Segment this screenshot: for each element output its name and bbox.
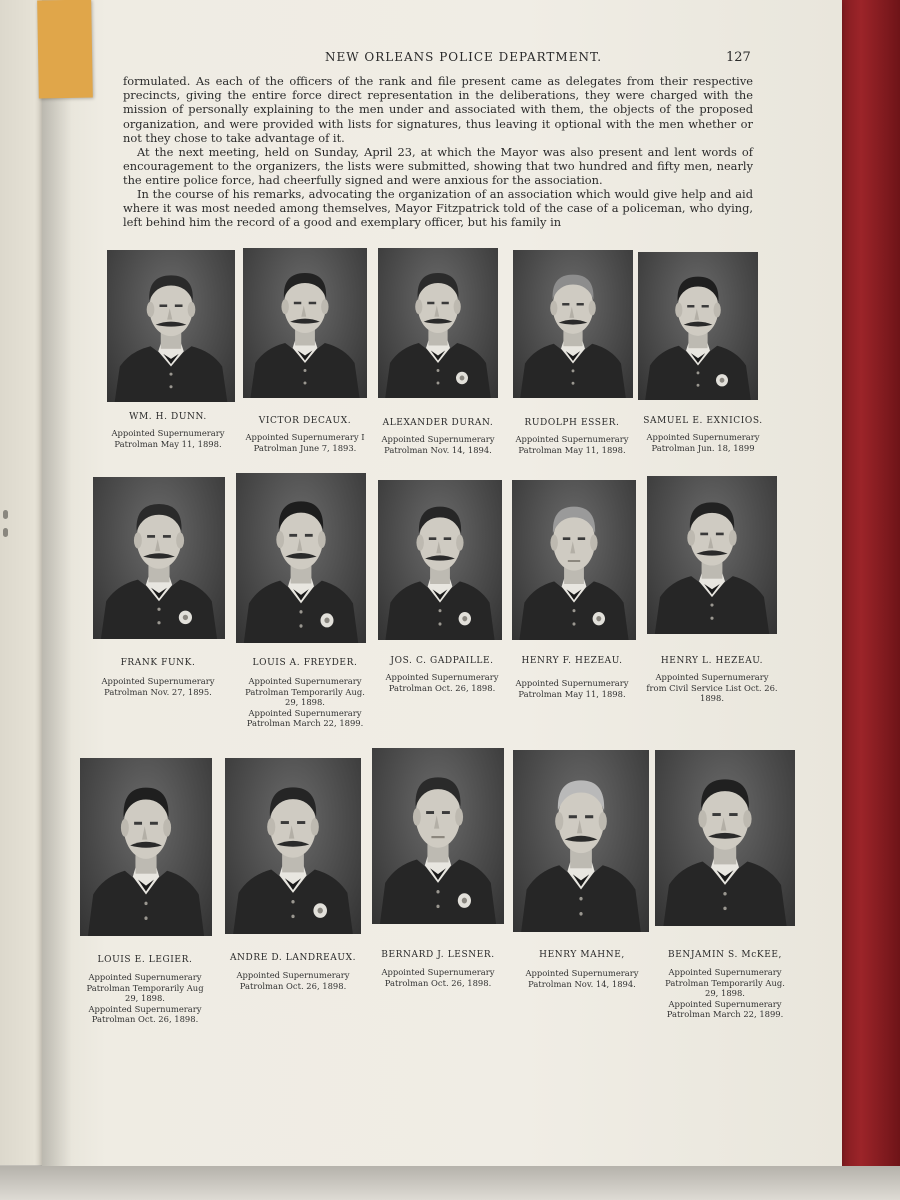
portrait-caption: Appointed Supernumerary Patrolman Nov. 14, 1894. <box>381 434 495 455</box>
running-title: NEW ORLEANS POLICE DEPARTMENT. <box>325 50 603 64</box>
body-paragraph-1: formulated. As each of the officers of the rank and file present came as delegates from their respective precincts, giving the entire force direct representation in the deliberations, they were charged with the mission of personally explaining to the men under and associated with them, the objects of the proposed organization, and were provided with lists for signatures, thus leaving it optional with the men whether or not they chose to take advantage of it. <box>123 74 753 145</box>
portrait-name: WM. H. DUNN. <box>129 412 207 422</box>
portrait-photo <box>378 480 502 640</box>
portrait-name: SAMUEL E. EXNICIOS. <box>643 416 763 426</box>
portrait-caption: Appointed Supernumerary Patrolman Jun. 18, 1899 <box>646 432 760 453</box>
portrait-name: FRANK FUNK. <box>120 658 196 668</box>
portrait-name: LOUIS A. FREYDER. <box>252 658 358 668</box>
portrait-name: LOUIS E. LEGIER. <box>97 955 193 965</box>
portrait-photo <box>372 748 504 924</box>
portrait-photo <box>236 473 366 643</box>
portrait-photo <box>243 248 367 398</box>
portrait-caption: Appointed Supernumerary Patrolman May 11, 1898. <box>515 434 629 455</box>
portrait-photo <box>80 758 212 936</box>
portrait-caption: Appointed Supernumerary Patrolman Temporarily Aug. 29, 1898. Appointed Supernumerary Patrolman March 22, 1899. <box>245 676 365 728</box>
portrait-photo <box>378 248 498 398</box>
sticky-note-tab[interactable] <box>37 0 93 98</box>
portrait-photo <box>513 250 633 398</box>
portrait-caption: Appointed Supernumerary Patrolman Oct. 26, 1898. <box>381 967 495 988</box>
portrait-name: RUDOLPH ESSER. <box>524 418 620 428</box>
binding-stitch <box>3 510 8 519</box>
portrait-caption: Appointed Supernumerary Patrolman Nov. 27, 1895. <box>101 676 215 697</box>
portrait-caption: Appointed Supernumerary from Civil Service List Oct. 26. 1898. <box>646 672 778 703</box>
portrait-photo <box>512 480 636 640</box>
portrait-name: HENRY MAHNE, <box>539 950 625 960</box>
binding-stitch <box>3 528 8 537</box>
portrait-name: HENRY F. HEZEAU. <box>521 656 623 666</box>
portrait-caption: Appointed Supernumerary Patrolman Temporarily Aug. 29, 1898. Appointed Supernumerary Patrolman March 22, 1899. <box>665 967 785 1019</box>
portrait-name: ALEXANDER DURAN. <box>382 418 494 428</box>
body-paragraph-2: At the next meeting, held on Sunday, April 23, at which the Mayor was also present and lent words of encouragement to the organizers, the lists were submitted, showing that two hundred and fifty men, nearly the entire police force, had cheerfully signed and were anxious for the association. <box>123 145 753 188</box>
portrait-photo <box>655 750 795 926</box>
portrait-photo <box>638 252 758 400</box>
portrait-name: JOS. C. GADPAILLE. <box>390 656 494 666</box>
portrait-name: HENRY L. HEZEAU. <box>660 656 764 666</box>
book-cover-edge <box>835 0 900 1170</box>
portrait-caption: Appointed Supernumerary Patrolman Nov. 14, 1894. <box>525 968 639 989</box>
portrait-photo <box>647 476 777 634</box>
portrait-caption: Appointed Supernumerary Patrolman May 11, 1898. <box>515 678 629 699</box>
portrait-name: ANDRE D. LANDREAUX. <box>229 953 357 963</box>
portrait-photo <box>93 477 225 639</box>
page-number: 127 <box>726 50 751 65</box>
portrait-name: VICTOR DECAUX. <box>258 416 352 426</box>
portrait-caption: Appointed Supernumerary I Patrolman June 7, 1893. <box>245 432 365 453</box>
gutter-shadow <box>42 0 72 1168</box>
table-edge <box>0 1166 900 1200</box>
portrait-caption: Appointed Supernumerary Patrolman Temporarily Aug 29, 1898. Appointed Supernumerary Patrolman Oct. 26, 1898. <box>86 972 204 1024</box>
portrait-name: BENJAMIN S. McKEE, <box>667 950 783 960</box>
body-paragraph-3: In the course of his remarks, advocating the organization of an association which would give help and aid where it was most needed among themselves, Mayor Fitzpatrick told of the case of a policeman, who dying, left behind him the record of a good and exemplary officer, but his family in <box>123 187 753 230</box>
portrait-photo <box>225 758 361 934</box>
portrait-name: BERNARD J. LESNER. <box>381 950 495 960</box>
portrait-caption: Appointed Supernumerary Patrolman Oct. 26, 1898. <box>236 970 350 991</box>
portrait-caption: Appointed Supernumerary Patrolman Oct. 26, 1898. <box>385 672 499 693</box>
portrait-photo <box>513 750 649 932</box>
portrait-photo <box>107 250 235 402</box>
portrait-caption: Appointed Supernumerary Patrolman May 11, 1898. <box>111 428 225 449</box>
